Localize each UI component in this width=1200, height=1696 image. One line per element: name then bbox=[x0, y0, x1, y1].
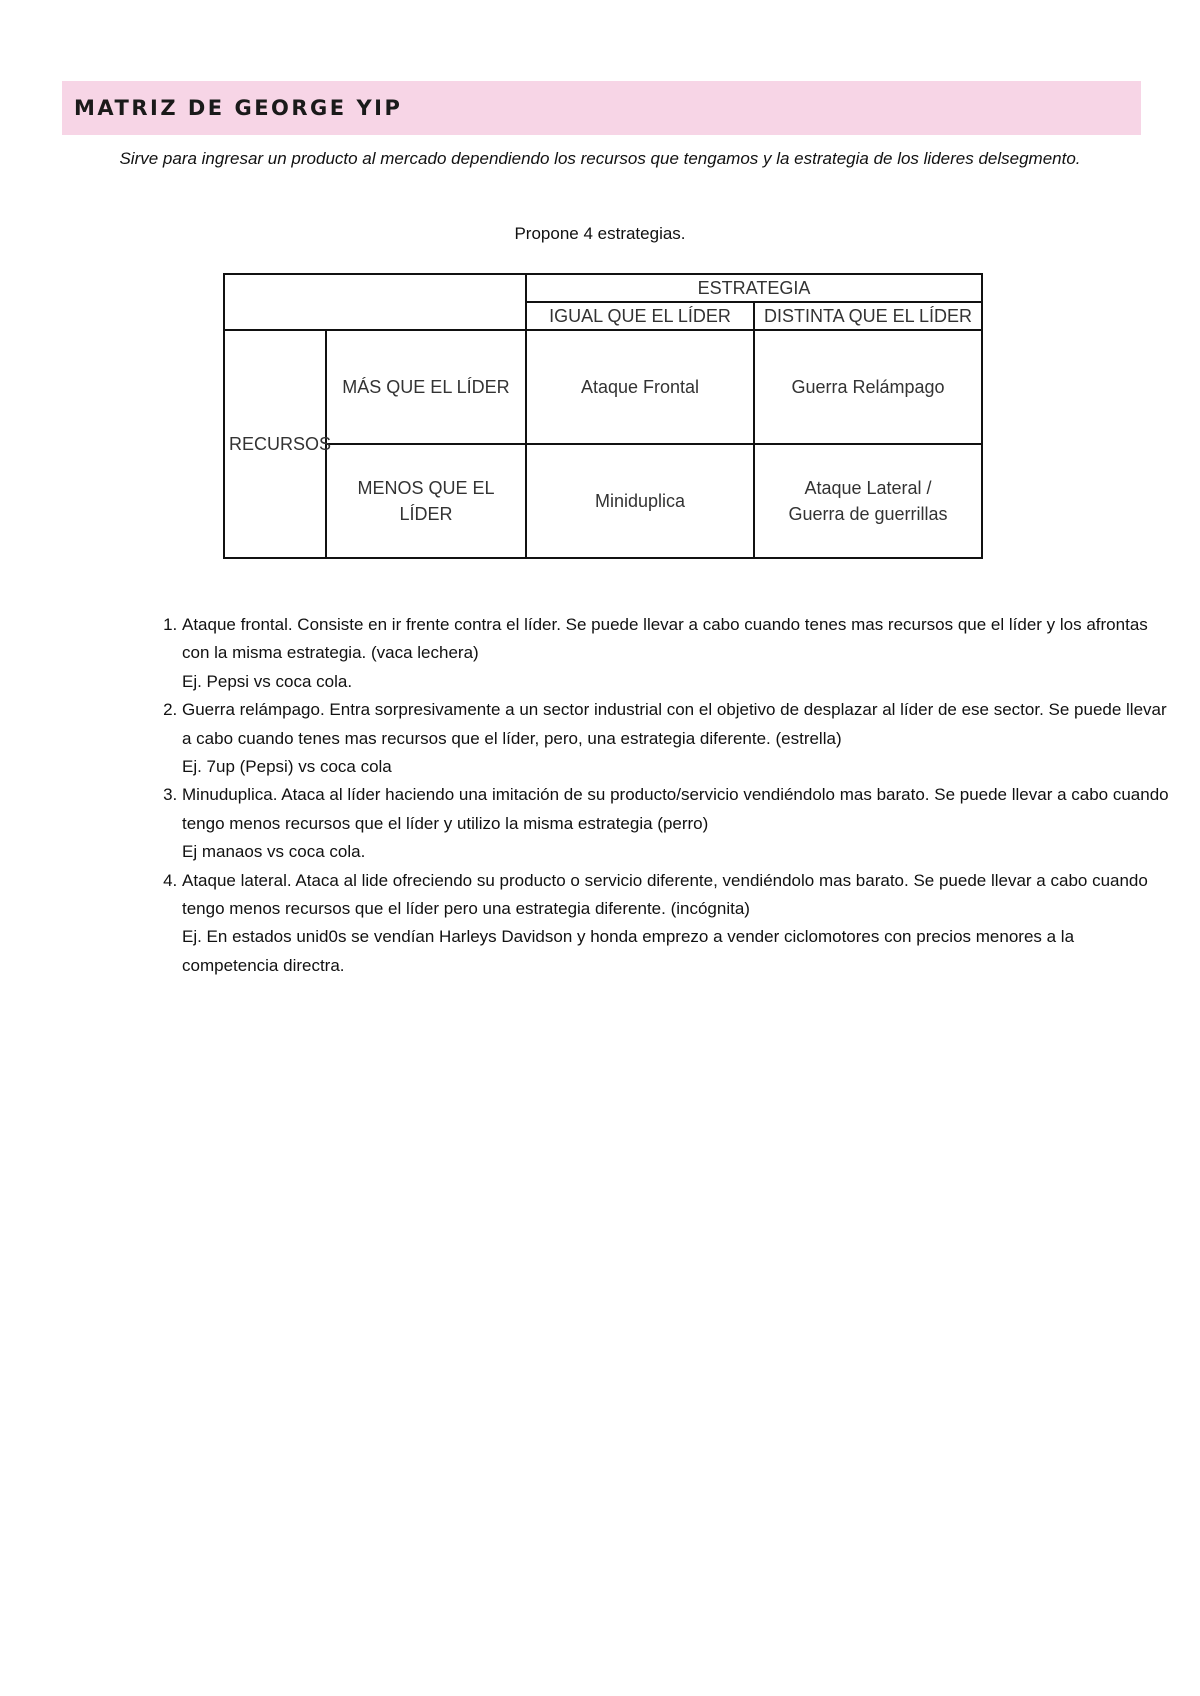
matrix-col-same: IGUAL QUE EL LÍDER bbox=[526, 302, 754, 330]
matrix-empty-corner bbox=[224, 274, 526, 330]
strategy-example: Ej. En estados unid0s se vendían Harleys Davidson y honda emprezo a vender ciclomotores con precios menores a la competencia directra. bbox=[182, 927, 1075, 975]
matrix-cell-less-different-line2: Guerra de guerrillas bbox=[788, 504, 948, 524]
strategy-example: Ej. 7up (Pepsi) vs coca cola bbox=[182, 757, 392, 777]
strategy-description: Ataque frontal. Consiste en ir frente contra el líder. Se puede llevar a cabo cuando tenes mas recursos que el líder y los afrontas con la misma estrategia. (vaca lechera) bbox=[182, 615, 1148, 663]
matrix-cell-less-different bbox=[754, 444, 982, 558]
strategy-description: Ataque lateral. Ataca al lide ofreciendo su producto o servicio diferente, vendiéndolo mas barato. Se puede llevar a cabo cuando tengo menos recursos que el líder pero una estrategia diferente. (incógnita) bbox=[182, 870, 1148, 919]
matrix-strategy-header: ESTRATEGIA bbox=[526, 274, 982, 302]
matrix-cell-more-same: Ataque Frontal bbox=[526, 330, 754, 444]
strategy-example: Ej manaos vs coca cola. bbox=[182, 842, 366, 862]
title-banner bbox=[62, 81, 1141, 135]
list-item bbox=[182, 696, 1172, 781]
matrix-row-more: MÁS QUE EL LÍDER bbox=[326, 330, 526, 444]
strategy-description: Guerra relámpago. Entra sorpresivamente a un sector industrial con el objetivo de desplazar al líder de ese sector. Se puede llevar a cabo cuando tenes mas recursos que el líder, pero, una estrategia diferente. (estrella) bbox=[182, 700, 1167, 748]
page-title: MATRIZ DE GEORGE YIP bbox=[74, 96, 403, 120]
matrix-cell-less-same: Miniduplica bbox=[526, 444, 754, 558]
proposal-text: Propone 4 estrategias. bbox=[514, 224, 686, 243]
intro-paragraph: Sirve para ingresar un producto al mercado dependiendo los recursos que tengamos y la estrategia de los lideres delsegmento. bbox=[119, 149, 1081, 168]
matrix-resources-header: RECURSOS bbox=[224, 330, 326, 558]
yip-matrix-table bbox=[223, 273, 983, 559]
matrix-col-different: DISTINTA QUE EL LÍDER bbox=[754, 302, 982, 330]
list-item bbox=[182, 781, 1172, 866]
strategy-example: Ej. Pepsi vs coca cola. bbox=[182, 671, 353, 691]
strategies-list bbox=[140, 611, 1172, 980]
list-item bbox=[182, 611, 1172, 696]
matrix-cell-less-different-line1: Ataque Lateral / bbox=[804, 478, 932, 498]
matrix-cell-more-different: Guerra Relámpago bbox=[754, 330, 982, 444]
list-item bbox=[182, 867, 1172, 981]
strategy-description: Minuduplica. Ataca al líder haciendo una imitación de su producto/servicio vendiéndolo mas barato. Se puede llevar a cabo cuando tengo menos recursos que el líder y utilizo la misma estrategia (perro) bbox=[182, 785, 1169, 833]
matrix-row-less: MENOS QUE EL LÍDER bbox=[326, 444, 526, 558]
